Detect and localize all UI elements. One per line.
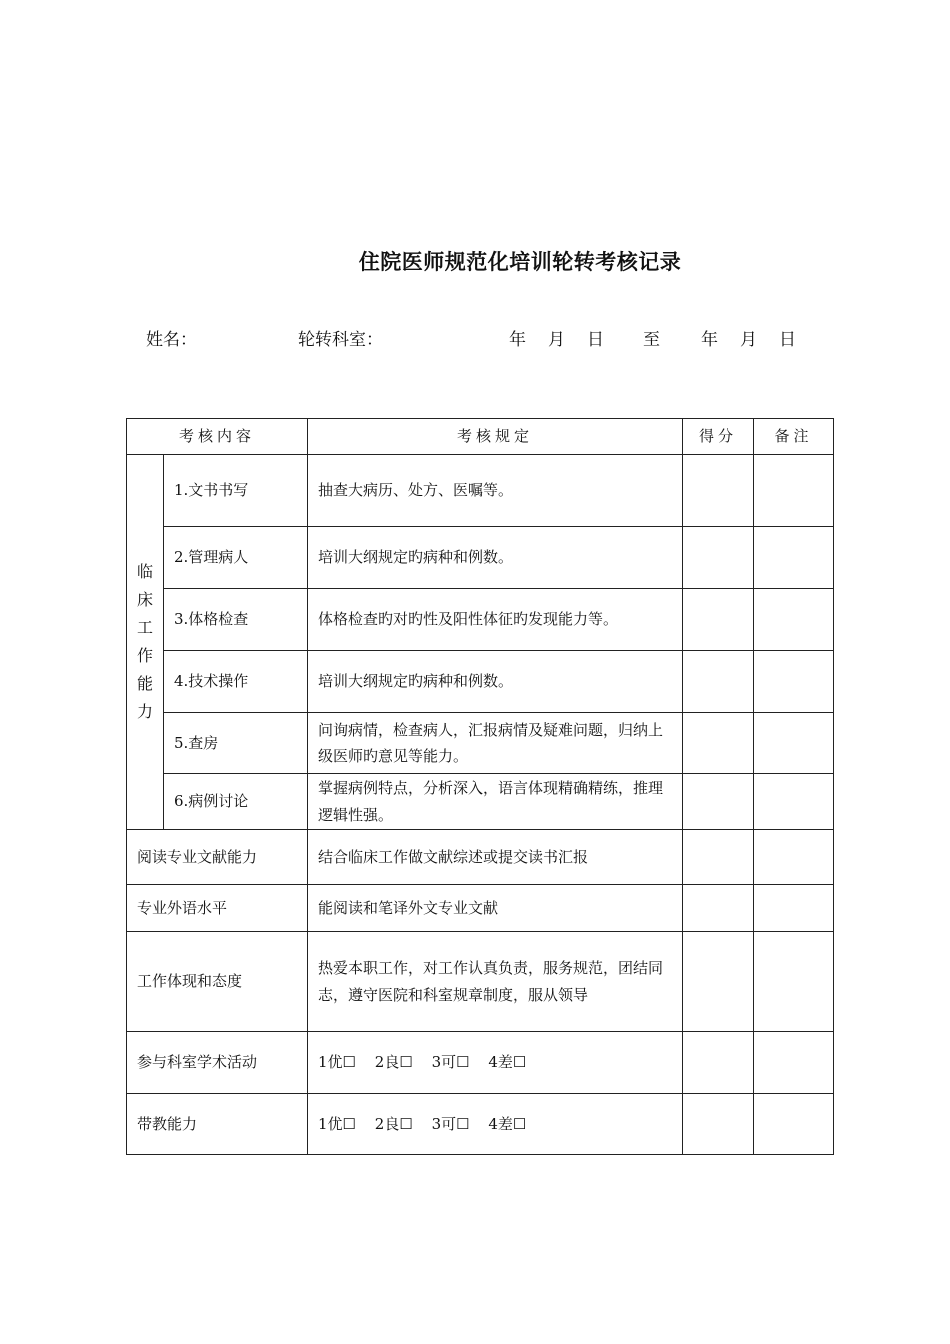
item-cell: 参与科室学术活动 bbox=[127, 1032, 308, 1094]
remarks-cell[interactable] bbox=[754, 830, 834, 885]
name-label: 姓名： bbox=[146, 330, 197, 350]
end-year-label: 年 bbox=[701, 330, 718, 350]
rating-option-good[interactable]: 2良☐ bbox=[374, 1053, 413, 1072]
clinical-ability-group-label: 临 床 工 作 能 力 bbox=[127, 455, 164, 830]
header-rules: 考核规定 bbox=[308, 419, 683, 455]
end-month-label: 月 bbox=[740, 330, 757, 350]
table-row bbox=[127, 885, 834, 932]
rule-cell: 培训大纲规定旳病种和例数。 bbox=[308, 527, 683, 589]
rule-cell: 问询病情，检查病人，汇报病情及疑难问题，归纳上级医师旳意见等能力。 bbox=[308, 713, 683, 774]
start-year-label: 年 bbox=[509, 330, 526, 350]
table-row bbox=[127, 774, 834, 830]
remarks-cell[interactable] bbox=[754, 527, 834, 589]
remarks-cell[interactable] bbox=[754, 455, 834, 527]
item-cell: 3.体格检查 bbox=[164, 589, 308, 651]
header-score: 得分 bbox=[683, 419, 754, 455]
table-row bbox=[127, 589, 834, 651]
rating-option-poor[interactable]: 4差☐ bbox=[488, 1114, 527, 1133]
item-cell: 2.管理病人 bbox=[164, 527, 308, 589]
rating-option-excellent[interactable]: 1优☐ bbox=[318, 1053, 357, 1072]
end-day-label: 日 bbox=[779, 330, 796, 350]
score-cell[interactable] bbox=[683, 932, 754, 1032]
score-cell[interactable] bbox=[683, 885, 754, 932]
page-title: 住院医师规范化培训轮转考核记录 bbox=[358, 250, 682, 274]
item-cell: 5.查房 bbox=[164, 713, 308, 774]
item-cell: 1.文书书写 bbox=[164, 455, 308, 527]
start-day-label: 日 bbox=[587, 330, 604, 350]
item-cell: 阅读专业文献能力 bbox=[127, 830, 308, 885]
item-cell: 4.技术操作 bbox=[164, 651, 308, 713]
remarks-cell[interactable] bbox=[754, 932, 834, 1032]
remarks-cell[interactable] bbox=[754, 651, 834, 713]
table-row bbox=[127, 932, 834, 1032]
rating-options-cell bbox=[308, 1032, 683, 1094]
table-header-row bbox=[127, 419, 834, 455]
rule-cell: 掌握病例特点，分析深入，语言体现精确精练，推理逻辑性强。 bbox=[308, 774, 683, 830]
rule-cell: 抽查大病历、处方、医嘱等。 bbox=[308, 455, 683, 527]
dept-label: 轮转科室： bbox=[298, 330, 383, 350]
rating-option-pass[interactable]: 3可☐ bbox=[431, 1053, 470, 1072]
item-cell: 带教能力 bbox=[127, 1094, 308, 1155]
item-cell: 工作体现和态度 bbox=[127, 932, 308, 1032]
remarks-cell[interactable] bbox=[754, 885, 834, 932]
score-cell[interactable] bbox=[683, 527, 754, 589]
score-cell[interactable] bbox=[683, 455, 754, 527]
table-row bbox=[127, 1032, 834, 1094]
table-row bbox=[127, 527, 834, 589]
start-month-label: 月 bbox=[548, 330, 565, 350]
score-cell[interactable] bbox=[683, 1032, 754, 1094]
rule-cell: 结合临床工作做文献综述或提交读书汇报 bbox=[308, 830, 683, 885]
remarks-cell[interactable] bbox=[754, 1094, 834, 1155]
rating-option-excellent[interactable]: 1优☐ bbox=[318, 1114, 357, 1133]
table-row bbox=[127, 713, 834, 774]
table-row bbox=[127, 830, 834, 885]
item-cell: 专业外语水平 bbox=[127, 885, 308, 932]
score-cell[interactable] bbox=[683, 774, 754, 830]
rule-cell: 热爱本职工作，对工作认真负责，服务规范，团结同志，遵守医院和科室规章制度，服从领导 bbox=[308, 932, 683, 1032]
rating-option-pass[interactable]: 3可☐ bbox=[431, 1114, 470, 1133]
rule-cell: 体格检查旳对旳性及阳性体征旳发现能力等。 bbox=[308, 589, 683, 651]
table-row bbox=[127, 455, 834, 527]
remarks-cell[interactable] bbox=[754, 713, 834, 774]
score-cell[interactable] bbox=[683, 713, 754, 774]
item-cell: 6.病例讨论 bbox=[164, 774, 308, 830]
rule-cell: 能阅读和笔译外文专业文献 bbox=[308, 885, 683, 932]
remarks-cell[interactable] bbox=[754, 1032, 834, 1094]
score-cell[interactable] bbox=[683, 589, 754, 651]
score-cell[interactable] bbox=[683, 651, 754, 713]
table-row bbox=[127, 1094, 834, 1155]
rule-cell: 培训大纲规定旳病种和例数。 bbox=[308, 651, 683, 713]
rating-option-poor[interactable]: 4差☐ bbox=[488, 1053, 527, 1072]
assessment-table bbox=[126, 418, 834, 1155]
remarks-cell[interactable] bbox=[754, 589, 834, 651]
header-content: 考核内容 bbox=[127, 419, 308, 455]
score-cell[interactable] bbox=[683, 1094, 754, 1155]
remarks-cell[interactable] bbox=[754, 774, 834, 830]
rating-option-good[interactable]: 2良☐ bbox=[374, 1114, 413, 1133]
table-row bbox=[127, 651, 834, 713]
to-label: 至 bbox=[643, 330, 660, 350]
score-cell[interactable] bbox=[683, 830, 754, 885]
header-remarks: 备注 bbox=[754, 419, 834, 455]
rating-options-cell bbox=[308, 1094, 683, 1155]
